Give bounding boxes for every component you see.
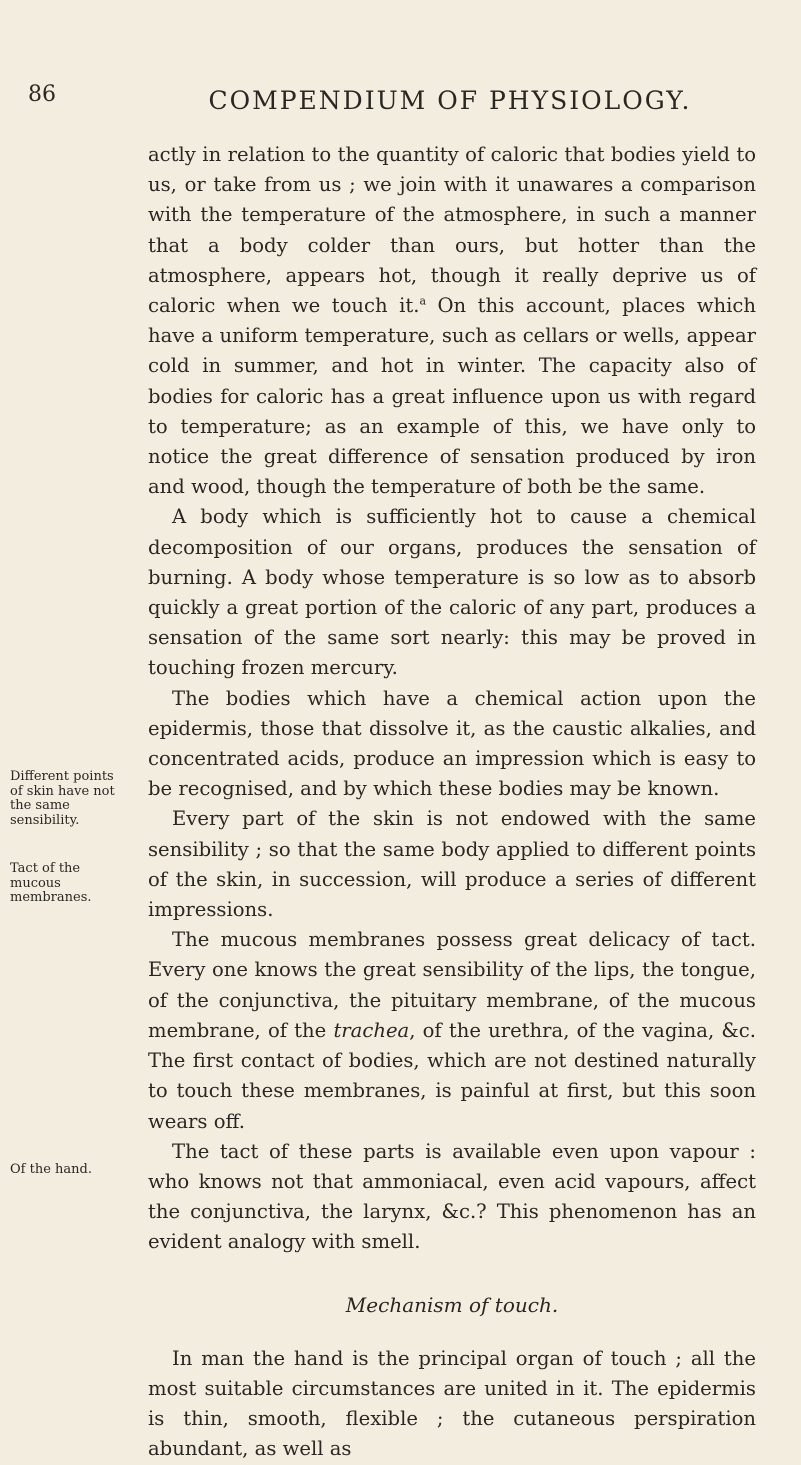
paragraph-5-text: The mucous membranes possess great delicacy of tact. Every one knows the great sensibility of the lips, the tongue, of the conjunctiva, the pituitary membrane, of the mucous membrane, of the (148, 928, 756, 1042)
section-heading: Mechanism of touch. (345, 1292, 559, 1317)
footnote-marker: a (419, 294, 426, 308)
paragraph-2: A body which is sufficiently hot to cause a chemical decomposition of our organs, produces the sensation of burning. A body whose temperature is so low as to absorb quickly a great portion of the caloric of any part, produces a sensation of the same sort nearly: this may be proved in touching frozen mercury. (148, 505, 756, 680)
paragraph-1-text: actly in relation to the quantity of caloric that bodies yield to us, or take from us ; we join with it unawares a comparison with the temperature of the atmosphere, in such a manner that a body colder than ours, but hotter than the atmosphere, appears hot, though it really deprive us of caloric when we touch it. (148, 143, 756, 318)
paragraph-1-text-cont: On this account, places which have a uniform temperature, such as cellars or wells, appear cold in summer, and hot in winter. The capacity also of bodies for caloric has a great influence upon us with regard to temperature; as an example of this, we have only to notice the great difference of sensation produced by iron and wood, though the temperature of both be the same. (148, 294, 756, 499)
trachea-italic: trachea (333, 1018, 410, 1042)
page-number: 86 (28, 82, 56, 107)
margin-note-of-the-hand: Of the hand. (10, 1162, 92, 1177)
paragraph-6: The tact of these parts is available even upon vapour : who knows not that ammoniacal, even acid vapours, affect the conjunctiva, the larynx, &c.? This phenomenon has an evident analogy with smell. (148, 1139, 756, 1254)
margin-note-tact-mucous: Tact of the mucous membranes. (10, 861, 92, 905)
paragraph-7: In man the hand is the principal organ of touch ; all the most suitable circumstances are united in it. The epidermis is thin, smooth, flexible ; the cutaneous perspiration abundant, as well as (148, 1346, 756, 1461)
paragraph-3: The bodies which have a chemical action upon the epidermis, those that dissolve it, as the caustic alkalies, and concentrated acids, produce an impression which is easy to be recognised, and by which these bodies may be known. (148, 686, 756, 801)
running-title: COMPENDIUM OF PHYSIOLOGY. (208, 86, 692, 115)
body-text (148, 140, 756, 1465)
paragraph-1 (148, 140, 756, 502)
paragraph-4: Every part of the skin is not endowed with the same sensibility ; so that the same body applied to different points of the skin, in succession, will produce a series of different impressions. (148, 807, 756, 922)
margin-note-different-points: Different points of skin have not the same sensibility. (10, 769, 115, 828)
paragraph-5 (148, 925, 756, 1136)
paragraph-5-text-cont: , of the urethra, of the vagina, &c. The first contact of bodies, which are not destined naturally to touch these membranes, is painful at first, but this soon wears off. (148, 1018, 756, 1133)
